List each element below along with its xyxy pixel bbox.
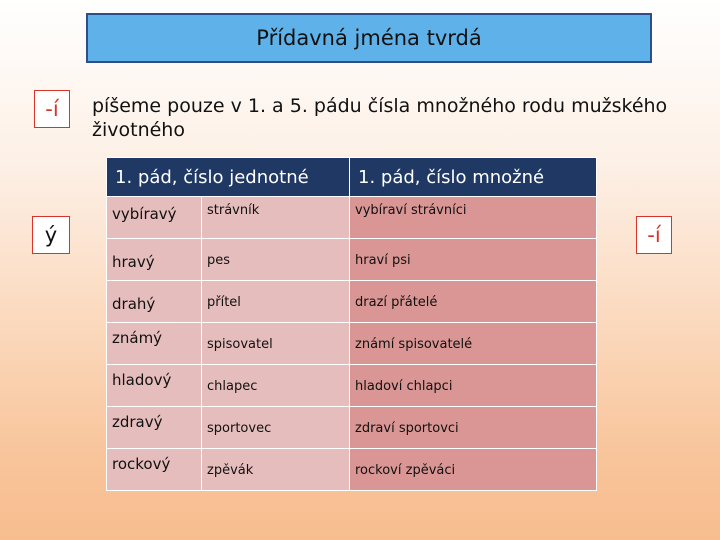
adjective-cell: hladový	[107, 365, 202, 407]
plural-cell: rockoví zpěváci	[350, 449, 597, 491]
noun-cell: zpěvák	[202, 449, 350, 491]
table-row	[107, 281, 597, 323]
ending-tag-i-top	[34, 90, 70, 128]
adjective-cell: zdravý	[107, 407, 202, 449]
table-row	[107, 323, 597, 365]
table-row	[107, 449, 597, 491]
plural-cell: drazí přátelé	[350, 281, 597, 323]
adjective-table	[106, 157, 597, 491]
plural-cell: známí spisovatelé	[350, 323, 597, 365]
adjective-cell: známý	[107, 323, 202, 365]
table-row	[107, 197, 597, 239]
noun-cell: chlapec	[202, 365, 350, 407]
ending-tag-i-top-text: -í	[45, 97, 59, 121]
ending-tag-y-text: ý	[44, 223, 58, 247]
adjective-cell: rockový	[107, 449, 202, 491]
table-row	[107, 239, 597, 281]
slide-title	[86, 13, 652, 63]
table-row	[107, 365, 597, 407]
slide-title-text: Přídavná jména tvrdá	[256, 26, 482, 50]
ending-tag-i-right	[636, 216, 672, 254]
ending-tag-y	[32, 216, 70, 254]
noun-cell: pes	[202, 239, 350, 281]
noun-cell: sportovec	[202, 407, 350, 449]
header-singular: 1. pád, číslo jednotné	[107, 158, 350, 197]
plural-cell: hraví psi	[350, 239, 597, 281]
plural-cell: vybíraví strávníci	[350, 197, 597, 239]
adjective-cell: hravý	[107, 239, 202, 281]
noun-cell: strávník	[202, 197, 350, 239]
plural-cell: zdraví sportovci	[350, 407, 597, 449]
adjective-cell: vybíravý	[107, 197, 202, 239]
rule-note: píšeme pouze v 1. a 5. pádu čísla množného rodu mužského životného	[92, 95, 668, 141]
header-plural: 1. pád, číslo množné	[350, 158, 597, 197]
adjective-cell: drahý	[107, 281, 202, 323]
table-row	[107, 407, 597, 449]
noun-cell: spisovatel	[202, 323, 350, 365]
plural-cell: hladoví chlapci	[350, 365, 597, 407]
ending-tag-i-right-text: -í	[647, 223, 661, 247]
noun-cell: přítel	[202, 281, 350, 323]
table-header-row	[107, 158, 597, 197]
